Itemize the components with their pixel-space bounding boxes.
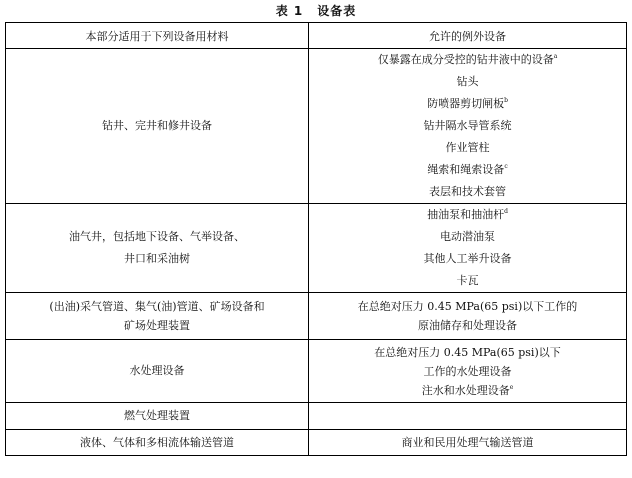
exception-cell-empty [309, 403, 627, 430]
cell-line: 在总绝对压力 0.45 MPa(65 psi)以下 [374, 345, 561, 359]
cell-line: 钻头 [456, 75, 479, 88]
footnote-mark: d [504, 208, 508, 215]
cell-line: 绳索和绳索设备$^c$ [427, 163, 508, 176]
cell-line: 原油储存和处理设备 [418, 319, 517, 332]
cell-line: 矿场处理装置 [124, 319, 190, 332]
cell-line: 作业管柱 [445, 141, 490, 154]
table-row [6, 340, 627, 403]
footnote-mark: a [553, 53, 558, 60]
exception-cell [309, 430, 627, 456]
table-row [6, 403, 627, 430]
cell-line: 仅暴露在成分受控的钻井液中的设备$^a$ [377, 53, 558, 66]
cell-line: 燃气处理装置 [124, 409, 190, 422]
header-applicable-equipment: 本部分适用于下列设备用材料 [6, 23, 309, 49]
footnote-mark: b [504, 97, 508, 104]
cell-line: 抽油泵和抽油杆$^d$ [427, 208, 508, 221]
cell-line: 电动潜油泵 [440, 230, 495, 243]
cell-line: 液体、气体和多相流体输送管道 [80, 435, 234, 449]
cell-line: 水处理设备 [129, 364, 185, 377]
applicable-cell [6, 403, 309, 430]
table-caption: 设备表 [317, 4, 357, 18]
table-title [0, 3, 632, 19]
cell-line: 卡瓦 [456, 274, 479, 287]
applicable-cell [6, 340, 309, 403]
table-row [6, 430, 627, 456]
exception-cell [309, 204, 627, 293]
equipment-table [5, 22, 627, 456]
table-row [6, 293, 627, 340]
exception-cell [309, 340, 627, 403]
cell-line: 油气井，包括地下设备、气举设备、 [69, 230, 245, 243]
applicable-cell [6, 430, 309, 456]
cell-line: 其他人工举升设备 [423, 252, 512, 265]
cell-line: 钻井隔水导管系统 [423, 119, 512, 132]
table-row [6, 204, 627, 293]
footnote-mark: c [504, 163, 508, 170]
cell-line: 商业和民用处理气输送管道 [401, 435, 534, 449]
table-row [6, 49, 627, 204]
applicable-cell [6, 204, 309, 293]
cell-line: 表层和技术套管 [429, 185, 506, 198]
footnote-mark: e [509, 383, 514, 391]
cell-line: 防喷器剪切闸板$^b$ [427, 97, 508, 110]
cell-line: 在总绝对压力 0.45 MPa(65 psi)以下工作的 [357, 300, 578, 313]
header-exception-equipment: 允许的例外设备 [309, 23, 627, 49]
exception-cell [309, 49, 627, 204]
cell-line: 钻井、完井和修井设备 [102, 119, 212, 132]
exception-cell [309, 293, 627, 340]
applicable-cell [6, 49, 309, 204]
applicable-cell [6, 293, 309, 340]
cell-line: 注水和水处理设备$^e$ [421, 383, 514, 397]
cell-line: 井口和采油树 [124, 252, 190, 265]
cell-line: 工作的水处理设备 [423, 364, 512, 378]
table-number: 表 1 [275, 4, 304, 18]
header-row [6, 23, 627, 49]
cell-line: (出油)采气管道、集气(油)管道、矿场设备和 [49, 300, 265, 313]
